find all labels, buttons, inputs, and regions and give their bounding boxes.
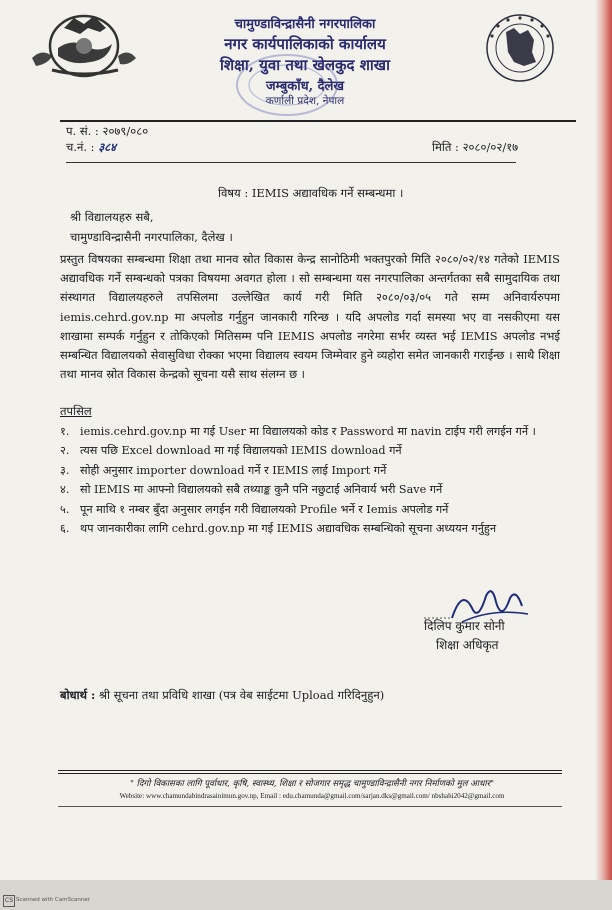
list-item: ४. सो IEMIS मा आफ्नो विद्यालयको सबै तथ्याङ्क कुनै पनि नछुटाई अनिवार्य भरी Save गर्ने	[60, 483, 443, 497]
letter-date: मिति : २०८०/०२/१७	[432, 140, 519, 154]
scan-bottom-strip	[0, 880, 612, 910]
reference-ps: प. सं. : २०७९/०८०	[66, 124, 149, 138]
footer-contact: Website: www.chamundabindrasainimun.gov.np, Email : edu.chamunda@gmail.com/sarjan.dks@gmail.com/ nbshahi2042@gmail.com	[119, 792, 505, 800]
instruction-list	[60, 422, 560, 538]
signatory-name: दिलिप कुमार सोनी	[424, 619, 505, 633]
department-name: शिक्षा, युवा तथा खेलकुद शाखा	[220, 56, 390, 74]
office-location: जम्बुकाँध, दैलेख	[265, 79, 345, 94]
footer-motto: " दिगो विकासका लागि पूर्वाधार, कृषि, स्वास्थ्य, शिक्षा र सोजगार समृद्ध चामुण्डाविन्द्रासैनी नगर निर्माणको मुल आधार"	[129, 779, 495, 789]
date-divider	[66, 162, 516, 163]
addressee-line-1: श्री विद्यालयहरु सबै,	[70, 210, 154, 224]
header-divider	[60, 120, 576, 122]
camscanner-logo-icon: CS	[3, 895, 15, 907]
cc-note: बोधार्थ : श्री सूचना तथा प्रविधि शाखा (पत्र वेब साईटमा Upload गरिदिनुहुन)	[60, 688, 385, 702]
list-item: १. iemis.cehrd.gov.np मा गई User मा विद्यालयको कोड र Password मा navin टाईप गरी लगईन गर्ने ।	[60, 425, 536, 438]
municipality-name: चामुण्डाविन्द्रासैनी नगरपालिका	[234, 17, 376, 32]
province-name: कर्णाली प्रदेश, नेपाल	[265, 95, 345, 107]
list-item: २. त्यस पछि Excel download मा गई विद्यालयको IEMIS download गर्ने	[60, 444, 402, 458]
list-item: ६. थप जानकारीका लागि cehrd.gov.np मा गई IEMIS अद्यावधिक सम्बन्धिको सूचना अध्ययन गर्नुहुन	[60, 522, 497, 536]
reference-chn: च.नं. : ३८४	[66, 140, 117, 154]
municipality-seal-icon	[484, 12, 556, 84]
office-stamp-icon	[232, 50, 342, 120]
list-item: ५. पून माथि १ नम्बर बुँदा अनुसार लगईन गरी विद्यालयको Profile भर्ने र Iemis अपलोड गर्ने	[60, 502, 449, 516]
list-title: तपसिल	[60, 404, 92, 418]
letter-subject: विषय : IEMIS अद्यावधिक गर्ने सम्बन्धमा ।	[218, 186, 404, 200]
footer-divider	[58, 806, 562, 807]
office-name: नगर कार्यपालिकाको कार्यालय	[224, 35, 386, 53]
footer-divider	[58, 773, 562, 774]
footer-divider	[58, 770, 562, 771]
nepal-emblem-icon	[28, 8, 138, 80]
letter-body: प्रस्तुत विषयका सम्बन्धमा शिक्षा तथा मानव स्रोत विकास केन्द्र सानोठिमी भक्तपुरको मिति २०८०/०२/१४ गतेको IEMIS अद्यावधिक गर्ने सम्बन्धको पत्रका विषयमा अवगत होला । सो सम्बन्धमा यस नगरपालिका अन्तर्गतका सबै सामुदायिक तथा संस्थागत विद्यालयहरुले तपसिलमा उल्लेखित कार्य गरी मिति २०८०/०३/०५ गते सम्म अनिवार्यरुपमा iemis.cehrd.gov.np मा अपलोड गर्नुहुन जानकारी गरिन्छ । यदि अपलोड गर्दा समस्या भए वा नसकीएमा यस शाखामा सम्पर्क गर्नुहुन र तोकिएको मितिसम्म पनि IEMIS अपलोड नगरेमा सर्भर व्यस्त भई IEMIS अपलोड नभई सम्बन्धित विद्यालयको सेवासुविधा रोक्का भएमा विद्यालय स्वयम जिम्मेवार हुने व्यहोरा समेत जानकारी गराईन्छ । साथै शिक्षा तथा मानव स्रोत विकास केन्द्रको सूचना यसै साथ संलग्न छ ।	[60, 252, 560, 382]
addressee-line-2: चामुण्डाविन्द्रासैनी नगरपालिका, दैलेख ।	[70, 230, 233, 244]
signatory-title: शिक्षा अधिकृत	[436, 638, 499, 652]
list-item: ३. सोही अनुसार importer download गर्ने र IEMIS लाई Import गर्ने	[60, 463, 387, 477]
scanner-watermark: Scanned with CamScanner	[16, 897, 90, 903]
page-edge	[596, 0, 612, 910]
